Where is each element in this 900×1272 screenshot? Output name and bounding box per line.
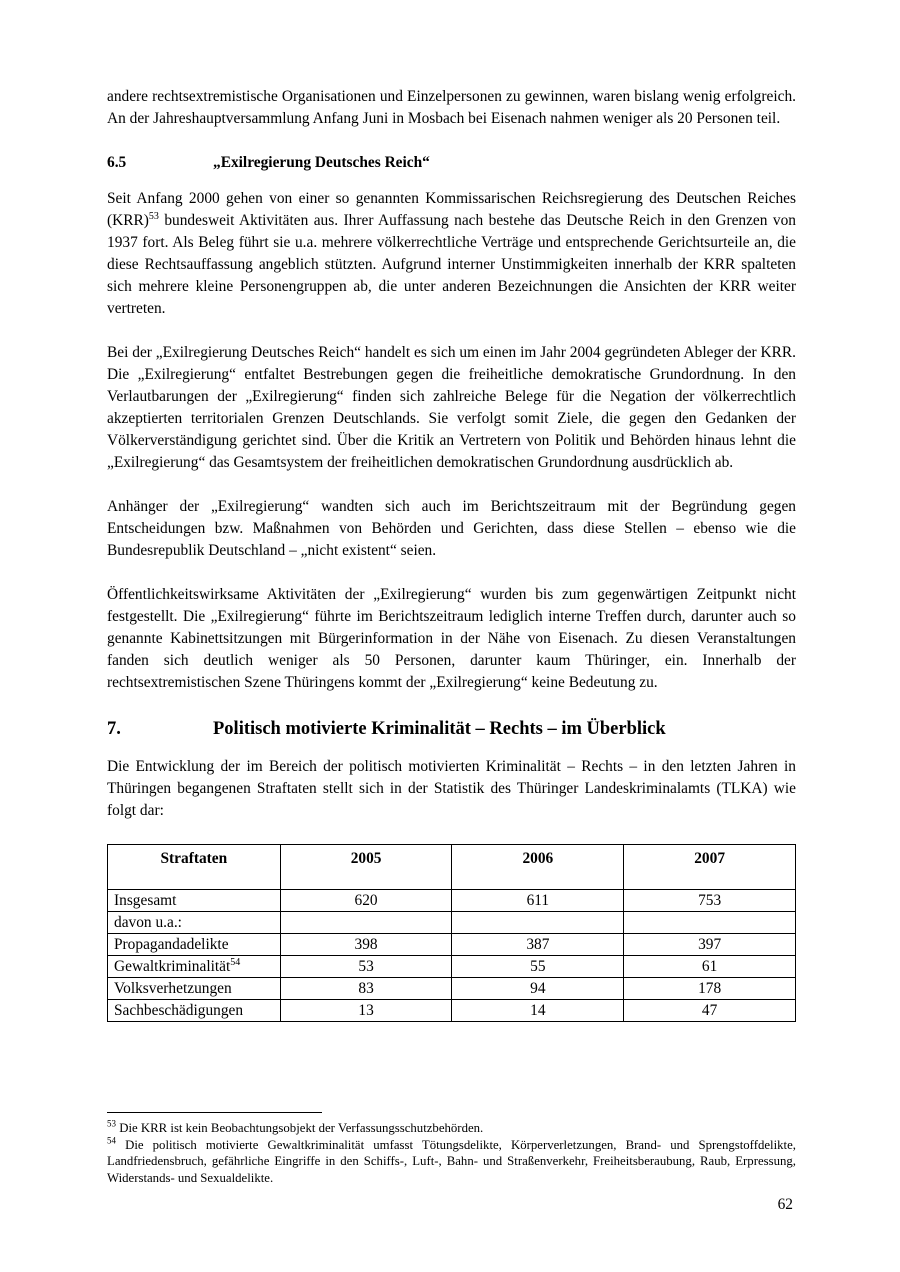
row-label: davon u.a.: bbox=[108, 912, 281, 934]
footnote-separator bbox=[107, 1112, 322, 1113]
cell-value bbox=[624, 912, 796, 934]
section-number: 6.5 bbox=[107, 154, 127, 171]
cell-value bbox=[280, 912, 452, 934]
footnote-number: 53 bbox=[107, 1118, 116, 1129]
table-row bbox=[108, 1000, 796, 1022]
cell-value: 55 bbox=[452, 956, 624, 978]
footnote-number: 54 bbox=[107, 1135, 116, 1146]
paragraph-intro: andere rechtsextremistische Organisationen und Einzelpersonen zu gewinnen, waren bislang wenig erfolgreich. An der Jahreshauptversammlung Anfang Juni in Mosbach bei Eisenach nahmen weniger als 20 Personen teil. bbox=[107, 88, 796, 127]
cell-value: 61 bbox=[624, 956, 796, 978]
cell-value: 178 bbox=[624, 978, 796, 1000]
page-content bbox=[107, 86, 796, 1022]
section-title: Politisch motivierte Kriminalität – Rechts – im Überblick bbox=[213, 719, 666, 739]
row-label bbox=[108, 956, 281, 978]
section-heading-7 bbox=[107, 716, 796, 742]
table-row bbox=[108, 978, 796, 1000]
cell-value: 14 bbox=[452, 1000, 624, 1022]
cell-value: 387 bbox=[452, 934, 624, 956]
cell-value: 397 bbox=[624, 934, 796, 956]
cell-value: 611 bbox=[452, 890, 624, 912]
table-row bbox=[108, 934, 796, 956]
cell-value: 94 bbox=[452, 978, 624, 1000]
cell-value: 753 bbox=[624, 890, 796, 912]
footnote-text: Die KRR ist kein Beobachtungsobjekt der Verfassungsschutzbehörden. bbox=[116, 1121, 484, 1135]
crime-statistics-table bbox=[107, 844, 796, 1022]
paragraph-text: Seit Anfang 2000 gehen von einer so genannten Kommissarischen Reichsregierung des Deutschen Reiches (KRR) bbox=[107, 190, 796, 229]
column-header-2006: 2006 bbox=[452, 845, 624, 890]
footnote-54 bbox=[107, 1137, 796, 1187]
row-label: Volksverhetzungen bbox=[108, 978, 281, 1000]
row-label: Propagandadelikte bbox=[108, 934, 281, 956]
paragraph-statistik: Die Entwicklung der im Bereich der politisch motivierten Kriminalität – Rechts – in den letzten Jahren in Thüringen begangenen Straftaten stellt sich in der Statistik des Thüringer Landeskriminalamts (TLKA) wie folgt dar: bbox=[107, 758, 796, 819]
section-number: 7. bbox=[107, 719, 121, 739]
paragraph-text: bundesweit Aktivitäten aus. Ihrer Auffassung nach bestehe das Deutsche Reich in den Grenzen von 1937 fort. Als Beleg führt sie u.a. mehrere völkerrechtliche Verträge und entsprechende Gerichtsurteile an, die diese Rechtsauffassung angeblich stützten. Aufgrund interner Unstimmigkeiten innerhalb der KRR spalteten sich mehrere kleine Personengruppen ab, die unter anderen Bezeichnungen die Ansichten der KRR weiter vertreten. bbox=[107, 212, 796, 317]
column-header-straftaten: Straftaten bbox=[108, 845, 281, 890]
row-label: Sachbeschädigungen bbox=[108, 1000, 281, 1022]
row-label: Insgesamt bbox=[108, 890, 281, 912]
table-row bbox=[108, 890, 796, 912]
cell-value: 620 bbox=[280, 890, 452, 912]
cell-value: 13 bbox=[280, 1000, 452, 1022]
footnote-text: Die politisch motivierte Gewaltkriminalität umfasst Tötungsdelikte, Körperverletzungen, Brand- und Sprengstoffdelikte, Landfriedensbruch, gefährliche Eingriffe in den Schiffs-, Luft-, Bahn- und Straßenverkehr, Freiheitsberaubung, Raub, Erpressung, Widerstands- und Sexualdelikte. bbox=[107, 1137, 796, 1185]
cell-value: 53 bbox=[280, 956, 452, 978]
cell-value: 398 bbox=[280, 934, 452, 956]
footnote-53 bbox=[107, 1120, 796, 1137]
paragraph-oeffentlichkeit: Öffentlichkeitswirksame Aktivitäten der „Exilregierung“ wurden bis zum gegenwärtigen Zeitpunkt nicht festgestellt. Die „Exilregierung“ führte im Berichtszeitraum lediglich interne Treffen durch, darunter auch so genannte Kabinettsitzungen mit Bürgerinformation in der Nähe von Eisenach. Zu diesen Veranstaltungen fanden sich deutlich weniger als 50 Personen, darunter kaum Thüringer, ein. Innerhalb der rechtsextremistischen Szene Thüringens kommt der „Exilregierung“ keine Bedeutung zu. bbox=[107, 586, 796, 691]
table-row bbox=[108, 912, 796, 934]
page-number: 62 bbox=[777, 1196, 793, 1213]
table-header-row bbox=[108, 845, 796, 890]
paragraph-ableger: Bei der „Exilregierung Deutsches Reich“ handelt es sich um einen im Jahr 2004 gegründeten Ableger der KRR. Die „Exilregierung“ entfaltet Bestrebungen gegen die freiheitliche demokratische Grundordnung. In den Verlautbarungen der „Exilregierung“ finden sich zahlreiche Belege für die Negation der völkerrechtlich akzeptierten territorialen Grenzen Deutschlands. Sie verfolgt somit Ziele, die gegen den Gedanken der Völkerverständigung gerichtet sind. Über die Kritik an Vertretern von Politik und Behörden hinaus lehnt die „Exilregierung“ das Gesamtsystem der freiheitlichen demokratischen Grundordnung ausdrücklich ab. bbox=[107, 344, 796, 471]
cell-value: 47 bbox=[624, 1000, 796, 1022]
section-title: „Exilregierung Deutsches Reich“ bbox=[213, 154, 430, 171]
column-header-2005: 2005 bbox=[280, 845, 452, 890]
footnote-ref-54: 54 bbox=[230, 956, 241, 968]
cell-value bbox=[452, 912, 624, 934]
section-heading-6-5 bbox=[107, 152, 796, 174]
row-label-text: Gewaltkriminalität bbox=[114, 957, 231, 975]
table-row bbox=[108, 956, 796, 978]
paragraph-anhaenger: Anhänger der „Exilregierung“ wandten sich auch im Berichtszeitraum mit der Begründung gegen Entscheidungen bzw. Maßnahmen von Behörden und Gerichten, dass diese Stellen – ebenso wie die Bundesrepublik Deutschland – „nicht existent“ seien. bbox=[107, 498, 796, 559]
cell-value: 83 bbox=[280, 978, 452, 1000]
column-header-2007: 2007 bbox=[624, 845, 796, 890]
footnote-ref-53: 53 bbox=[148, 210, 159, 222]
footnotes-section bbox=[107, 1112, 796, 1186]
paragraph-krr bbox=[107, 188, 796, 320]
